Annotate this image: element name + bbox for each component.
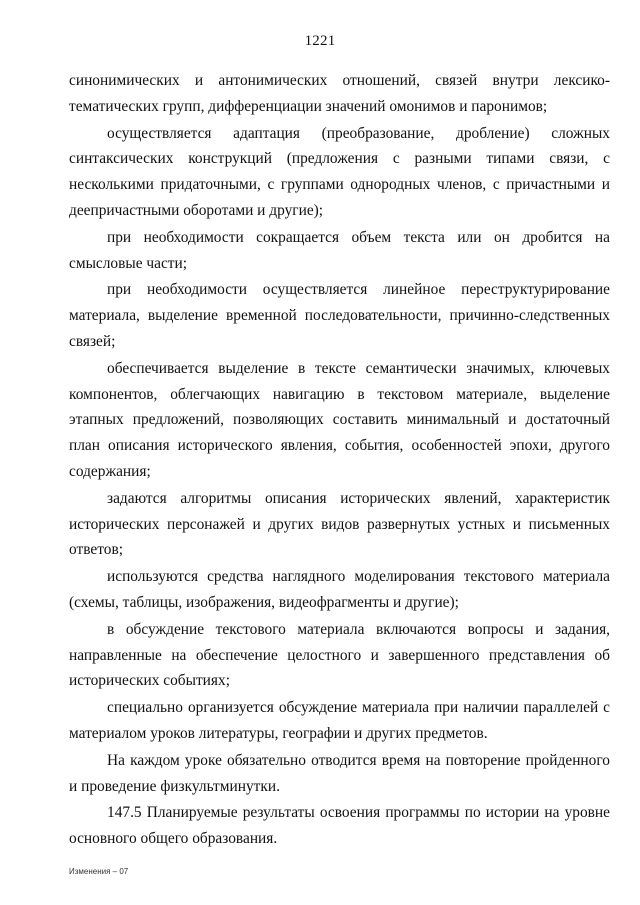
paragraph-semantic-highlighting: обеспечивается выделение в тексте семантически значимых, ключевых компонентов, облегчающих навигацию в текстовом материале, выделение этапных предложений, позволяющих составить минимальный и достаточный план описания исторического явления, события, особенностей эпохи, другого содержания; bbox=[69, 359, 610, 480]
paragraph-restructuring: при необходимости осуществляется линейное переструктурирование материала, выделение временной последовательности, причинно-следственных связей; bbox=[69, 281, 610, 350]
paragraph-text-reduction: при необходимости сокращается объем текста или он дробится на смысловые части; bbox=[69, 228, 610, 272]
section-heading-147-5: 147.5 Планируемые результаты освоения программы по истории на уровне основного общего образования. bbox=[69, 804, 610, 848]
page-number: 1221 bbox=[304, 33, 336, 49]
document-body bbox=[69, 68, 610, 853]
paragraph-algorithms: задаются алгоритмы описания исторических явлений, характеристик исторических персонажей и других видов развернутых устных и письменных ответов; bbox=[69, 489, 610, 559]
paragraph-interdisciplinary: специально организуется обсуждение материала при наличии параллелей с материалом уроков литературы, географии и других предметов. bbox=[69, 699, 610, 742]
paragraph-revision-time: На каждом уроке обязательно отводится время на повторение пройденного и проведение физкультминутки. bbox=[69, 751, 610, 795]
paragraph-continuation: синонимических и антонимических отношений, связей внутри лексико-тематических групп, дифференциации значений омонимов и паронимов; bbox=[69, 72, 610, 115]
paragraph-visual-modeling: используются средства наглядного моделирования текстового материала (схемы, таблицы, изображения, видеофрагменты и другие); bbox=[69, 568, 610, 611]
paragraph-syntax-adaptation: осуществляется адаптация (преобразование, дробление) сложных синтаксических конструкций (предложения с разными типами связи, с несколькими придаточными, с группами однородных членов, с причастными и деепричастными оборотами и другие); bbox=[69, 124, 610, 219]
footer-note: Изменения – 07 bbox=[69, 867, 129, 876]
paragraph-discussion-questions: в обсуждение текстового материала включаются вопросы и задания, направленные на обеспечение целостного и завершенного представления об исторических событиях; bbox=[69, 620, 610, 690]
